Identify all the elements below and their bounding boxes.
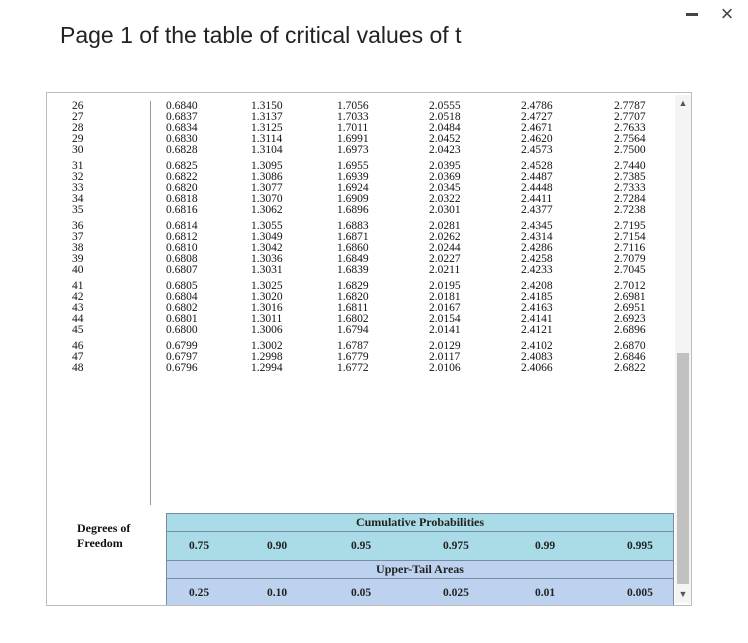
p090-cell: 1.3077 [251, 182, 283, 194]
df-cell: 33 [72, 182, 84, 194]
table-body [59, 101, 671, 374]
close-icon: × [720, 1, 734, 26]
p090-cell: 1.3125 [251, 122, 283, 134]
p0995-cell: 2.7284 [614, 193, 646, 205]
p0975-cell: 2.0129 [429, 340, 461, 352]
upper-tail-value: 0.005 [627, 587, 653, 599]
df-cell: 26 [72, 100, 84, 112]
df-cell: 44 [72, 313, 84, 325]
p0995-cell: 2.6846 [614, 351, 646, 363]
df-cell: 37 [72, 231, 84, 243]
p0975-cell: 2.0555 [429, 100, 461, 112]
p099-cell: 2.4066 [521, 362, 553, 374]
dialog-title: Page 1 of the table of critical values of t [60, 22, 462, 48]
p099-cell: 2.4377 [521, 204, 553, 216]
upper-tail-value: 0.01 [535, 587, 556, 599]
df-cell: 32 [72, 171, 84, 183]
p090-cell: 1.3095 [251, 160, 283, 172]
p099-cell: 2.4786 [521, 100, 553, 112]
p075-cell: 0.6840 [166, 100, 198, 112]
scroll-up-button[interactable] [675, 97, 691, 109]
p099-cell: 2.4185 [521, 291, 553, 303]
p0995-cell: 2.7707 [614, 111, 646, 123]
cumulative-probabilities-label: Cumulative Probabilities [355, 515, 485, 529]
p099-cell: 2.4258 [521, 253, 553, 265]
p0995-cell: 2.6870 [614, 340, 646, 352]
p099-cell: 2.4121 [521, 324, 553, 336]
p075-cell: 0.6797 [166, 351, 198, 363]
p075-cell: 0.6802 [166, 302, 198, 314]
p099-cell: 2.4727 [521, 111, 553, 123]
p0995-cell: 2.7195 [614, 220, 646, 232]
p0975-cell: 2.0181 [429, 291, 461, 303]
p075-cell: 0.6810 [166, 242, 198, 254]
p099-cell: 2.4487 [521, 171, 553, 183]
p095-cell: 1.6802 [337, 313, 369, 325]
degrees-of-freedom-label [77, 521, 130, 551]
p075-cell: 0.6805 [166, 280, 198, 292]
p075-cell: 0.6822 [166, 171, 198, 183]
p0975-cell: 2.0322 [429, 193, 461, 205]
df-cell: 41 [72, 280, 84, 292]
scroll-up-icon: ▲ [678, 98, 688, 108]
df-cell: 28 [72, 122, 84, 134]
p099-cell: 2.4286 [521, 242, 553, 254]
p0995-cell: 2.7333 [614, 182, 646, 194]
p0975-cell: 2.0518 [429, 111, 461, 123]
upper-tail-areas-header [166, 560, 674, 579]
p075-cell: 0.6814 [166, 220, 198, 232]
p0995-cell: 2.7238 [614, 204, 646, 216]
p090-cell: 1.3055 [251, 220, 283, 232]
cumulative-value: 0.995 [627, 540, 653, 552]
p095-cell: 1.6839 [337, 264, 369, 276]
p0995-cell: 2.6822 [614, 362, 646, 374]
p095-cell: 1.6939 [337, 171, 369, 183]
scroll-down-icon: ▼ [678, 589, 688, 599]
p099-cell: 2.4208 [521, 280, 553, 292]
p0975-cell: 2.0117 [429, 351, 461, 363]
p090-cell: 1.2998 [251, 351, 283, 363]
p0975-cell: 2.0227 [429, 253, 461, 265]
p095-cell: 1.6871 [337, 231, 369, 243]
p095-cell: 1.6829 [337, 280, 369, 292]
p090-cell: 1.3049 [251, 231, 283, 243]
p090-cell: 1.3006 [251, 324, 283, 336]
p075-cell: 0.6837 [166, 111, 198, 123]
p0995-cell: 2.6951 [614, 302, 646, 314]
p090-cell: 1.3031 [251, 264, 283, 276]
p0975-cell: 2.0244 [429, 242, 461, 254]
p095-cell: 1.6973 [337, 144, 369, 156]
p0995-cell: 2.7500 [614, 144, 646, 156]
p099-cell: 2.4411 [521, 193, 553, 205]
p0995-cell: 2.7116 [614, 242, 646, 254]
p099-cell: 2.4448 [521, 182, 553, 194]
df-cell: 31 [72, 160, 84, 172]
close-button[interactable] [718, 1, 736, 26]
p0975-cell: 2.0345 [429, 182, 461, 194]
p099-cell: 2.4141 [521, 313, 553, 325]
cumulative-value: 0.95 [351, 540, 372, 552]
p0975-cell: 2.0141 [429, 324, 461, 336]
p090-cell: 1.3011 [251, 313, 283, 325]
p090-cell: 1.3036 [251, 253, 283, 265]
p0975-cell: 2.0395 [429, 160, 461, 172]
p090-cell: 1.3086 [251, 171, 283, 183]
p090-cell: 1.3070 [251, 193, 283, 205]
p095-cell: 1.6924 [337, 182, 369, 194]
p090-cell: 1.3114 [251, 133, 283, 145]
df-cell: 34 [72, 193, 84, 205]
p099-cell: 2.4314 [521, 231, 553, 243]
p0995-cell: 2.7154 [614, 231, 646, 243]
p0975-cell: 2.0484 [429, 122, 461, 134]
df-cell: 42 [72, 291, 84, 303]
p0975-cell: 2.0423 [429, 144, 461, 156]
df-cell: 45 [72, 324, 84, 336]
cumulative-value: 0.99 [535, 540, 556, 552]
df-cell: 38 [72, 242, 84, 254]
df-cell: 36 [72, 220, 84, 232]
p0975-cell: 2.0106 [429, 362, 461, 374]
p099-cell: 2.4102 [521, 340, 553, 352]
p0995-cell: 2.7079 [614, 253, 646, 265]
p090-cell: 1.3104 [251, 144, 283, 156]
p0975-cell: 2.0452 [429, 133, 461, 145]
cumulative-value: 0.75 [189, 540, 210, 552]
p090-cell: 1.3042 [251, 242, 283, 254]
p075-cell: 0.6799 [166, 340, 198, 352]
p075-cell: 0.6800 [166, 324, 198, 336]
upper-tail-value: 0.10 [267, 587, 288, 599]
upper-tail-values-row [166, 578, 674, 606]
dof-label-line1: Degrees of [77, 521, 131, 535]
p075-cell: 0.6834 [166, 122, 198, 134]
p095-cell: 1.7056 [337, 100, 369, 112]
p0995-cell: 2.7385 [614, 171, 646, 183]
cumulative-values-row [166, 531, 674, 561]
df-cell: 27 [72, 111, 84, 123]
p075-cell: 0.6816 [166, 204, 198, 216]
p099-cell: 2.4528 [521, 160, 553, 172]
p0975-cell: 2.0195 [429, 280, 461, 292]
p075-cell: 0.6812 [166, 231, 198, 243]
p090-cell: 1.3016 [251, 302, 283, 314]
df-cell: 47 [72, 351, 84, 363]
df-cell: 40 [72, 264, 84, 276]
p075-cell: 0.6820 [166, 182, 198, 194]
p075-cell: 0.6804 [166, 291, 198, 303]
p099-cell: 2.4233 [521, 264, 553, 276]
table-footer [71, 513, 683, 606]
p0975-cell: 2.0167 [429, 302, 461, 314]
p0995-cell: 2.7045 [614, 264, 646, 276]
dof-label-line2: Freedom [77, 536, 123, 550]
table-row [59, 265, 671, 276]
p075-cell: 0.6830 [166, 133, 198, 145]
p0995-cell: 2.7633 [614, 122, 646, 134]
df-cell: 39 [72, 253, 84, 265]
p0995-cell: 2.7012 [614, 280, 646, 292]
p095-cell: 1.6811 [337, 302, 369, 314]
cumulative-value: 0.90 [267, 540, 288, 552]
p095-cell: 1.6794 [337, 324, 369, 336]
scrollbar-thumb[interactable] [677, 353, 689, 584]
p095-cell: 1.7011 [337, 122, 369, 134]
p099-cell: 2.4345 [521, 220, 553, 232]
p0975-cell: 2.0262 [429, 231, 461, 243]
table-row [59, 205, 671, 216]
scroll-down-button[interactable] [675, 588, 691, 600]
p075-cell: 0.6818 [166, 193, 198, 205]
p095-cell: 1.6820 [337, 291, 369, 303]
p075-cell: 0.6796 [166, 362, 198, 374]
upper-tail-value: 0.25 [189, 587, 210, 599]
p0995-cell: 2.7564 [614, 133, 646, 145]
df-cell: 46 [72, 340, 84, 352]
table-row [59, 325, 671, 336]
p095-cell: 1.6955 [337, 160, 369, 172]
p0975-cell: 2.0154 [429, 313, 461, 325]
df-cell: 35 [72, 204, 84, 216]
p075-cell: 0.6808 [166, 253, 198, 265]
table-row [59, 145, 671, 156]
p0975-cell: 2.0301 [429, 204, 461, 216]
p0975-cell: 2.0211 [429, 264, 461, 276]
cumulative-probabilities-header [166, 513, 674, 532]
df-cell: 43 [72, 302, 84, 314]
p099-cell: 2.4083 [521, 351, 553, 363]
p095-cell: 1.6896 [337, 204, 369, 216]
p099-cell: 2.4620 [521, 133, 553, 145]
p0995-cell: 2.6896 [614, 324, 646, 336]
p090-cell: 1.3062 [251, 204, 283, 216]
upper-tail-value: 0.025 [443, 587, 469, 599]
p095-cell: 1.6860 [337, 242, 369, 254]
table-image-frame [46, 92, 692, 606]
p095-cell: 1.6991 [337, 133, 369, 145]
df-cell: 48 [72, 362, 84, 374]
p095-cell: 1.6772 [337, 362, 369, 374]
df-cell: 30 [72, 144, 84, 156]
df-cell: 29 [72, 133, 84, 145]
upper-tail-value: 0.05 [351, 587, 372, 599]
p075-cell: 0.6801 [166, 313, 198, 325]
p090-cell: 1.3020 [251, 291, 283, 303]
p090-cell: 1.3002 [251, 340, 283, 352]
upper-tail-areas-label: Upper-Tail Areas [376, 562, 464, 576]
p0995-cell: 2.7787 [614, 100, 646, 112]
p095-cell: 1.6787 [337, 340, 369, 352]
p095-cell: 1.6909 [337, 193, 369, 205]
p095-cell: 1.6849 [337, 253, 369, 265]
p0975-cell: 2.0369 [429, 171, 461, 183]
p0975-cell: 2.0281 [429, 220, 461, 232]
p0995-cell: 2.6923 [614, 313, 646, 325]
p095-cell: 1.6883 [337, 220, 369, 232]
p0995-cell: 2.7440 [614, 160, 646, 172]
p090-cell: 1.3025 [251, 280, 283, 292]
p075-cell: 0.6825 [166, 160, 198, 172]
minimize-icon [686, 13, 698, 16]
p090-cell: 1.2994 [251, 362, 283, 374]
p075-cell: 0.6807 [166, 264, 198, 276]
p095-cell: 1.7033 [337, 111, 369, 123]
window-controls [684, 1, 736, 26]
table-row [59, 363, 671, 374]
p090-cell: 1.3150 [251, 100, 283, 112]
minimize-button[interactable] [684, 6, 700, 22]
p090-cell: 1.3137 [251, 111, 283, 123]
p099-cell: 2.4573 [521, 144, 553, 156]
p095-cell: 1.6779 [337, 351, 369, 363]
t-table [59, 100, 671, 599]
p099-cell: 2.4671 [521, 122, 553, 134]
cumulative-value: 0.975 [443, 540, 469, 552]
p075-cell: 0.6828 [166, 144, 198, 156]
p099-cell: 2.4163 [521, 302, 553, 314]
p0995-cell: 2.6981 [614, 291, 646, 303]
